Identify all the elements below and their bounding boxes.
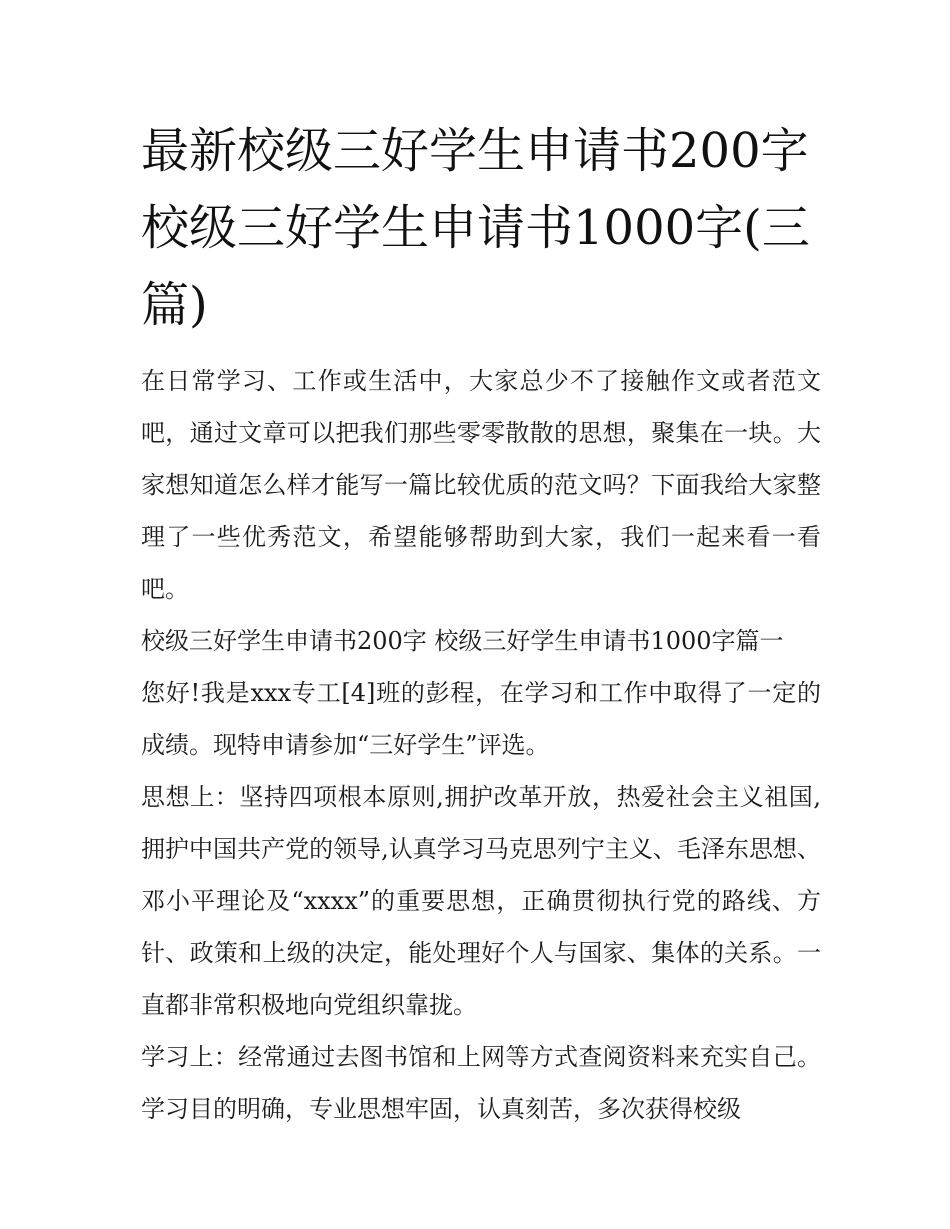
paragraph-section-heading: 校级三好学生申请书200字 校级三好学生申请书1000字篇一 bbox=[141, 627, 784, 655]
paragraph-study: 学习上：经常通过去图书馆和上网等方式查阅资料来充实自己。学习目的明确，专业思想牢固，认真刻苦，多次获得校级 bbox=[141, 1043, 821, 1123]
paragraph-intro: 在日常学习、工作或生活中，大家总少不了接触作文或者范文吧，通过文章可以把我们那些零零散散的思想，聚集在一块。大家想知道怎么样才能写一篇比较优质的范文吗？下面我给大家整理了一些优秀范文，希望能够帮助到大家，我们一起来看一看吧。 bbox=[141, 367, 821, 603]
document-title: 最新校级三好学生申请书200字 校级三好学生申请书1000字(三篇) bbox=[141, 123, 810, 333]
paragraph-thought: 思想上：坚持四项根本原则,拥护改革开放，热爱社会主义祖国,拥护中国共产党的领导,认真学习马克思列宁主义、毛泽东思想、邓小平理论及“xxxx”的重要思想，正确贯彻执行党的路线、方针、政策和上级的决定，能处理好个人与国家、集体的关系。一直都非常积极地向党组织靠拢。 bbox=[141, 783, 821, 1019]
paragraph-greeting: 您好!我是xxx专工[4]班的彭程，在学习和工作中取得了一定的成绩。现特申请参加“三好学生”评选。 bbox=[141, 679, 821, 759]
document-body bbox=[141, 355, 821, 1135]
